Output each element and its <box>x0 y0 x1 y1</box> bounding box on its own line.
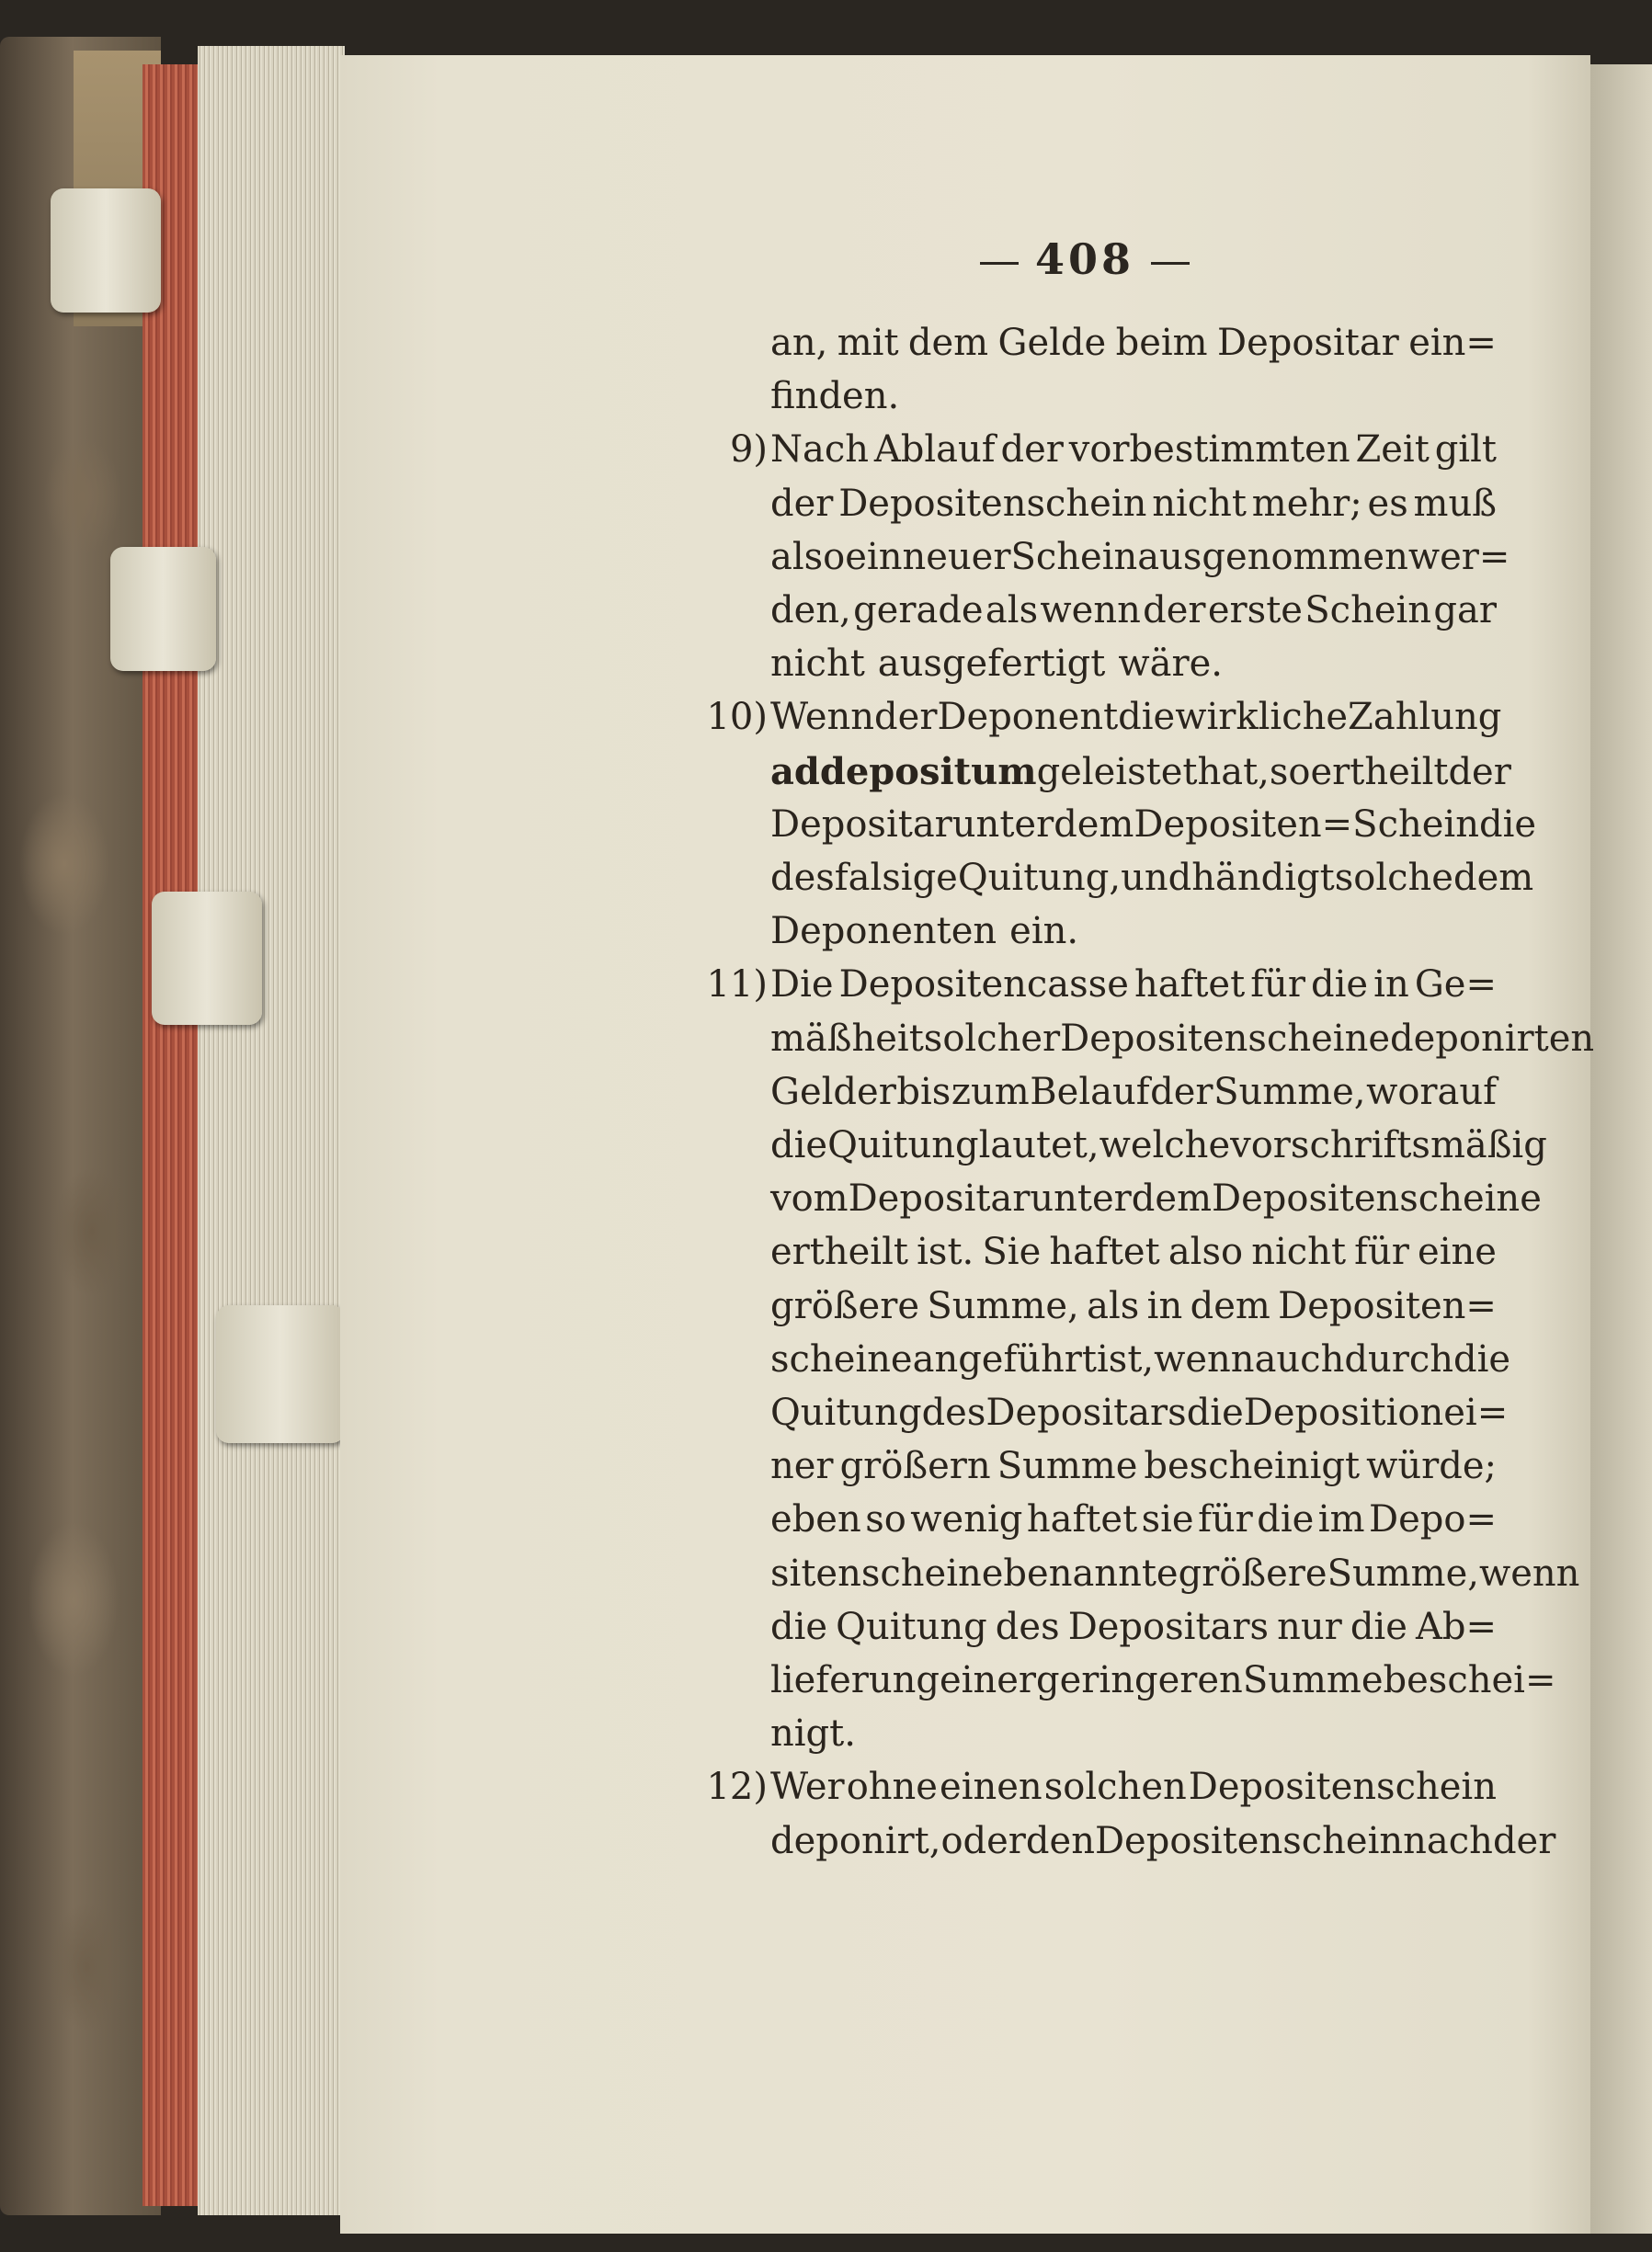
text-line <box>770 1338 1511 1392</box>
text-line <box>770 1177 1542 1231</box>
index-tab <box>152 892 262 1025</box>
index-tab <box>51 188 161 313</box>
word: Quitung <box>836 1606 987 1648</box>
word: Summe, <box>1213 1071 1366 1113</box>
word: Zahlung <box>1348 696 1502 738</box>
word: Ab= <box>1415 1606 1497 1648</box>
word: Depositars <box>986 1392 1187 1434</box>
word: Wer <box>770 1766 845 1808</box>
word: den, <box>770 589 851 631</box>
word: beim <box>1115 322 1208 364</box>
word: die <box>770 1124 828 1166</box>
page-number <box>929 234 1241 284</box>
index-tab <box>216 1305 345 1443</box>
word: deponirt, <box>770 1820 941 1862</box>
word: also <box>770 536 846 578</box>
word: vorbestimmten <box>1068 428 1350 471</box>
word: Gelder <box>770 1071 896 1113</box>
word: Depo= <box>1369 1498 1497 1541</box>
text-line <box>770 696 1502 749</box>
word: ein. <box>1009 910 1079 952</box>
page-edges-red <box>142 64 198 2206</box>
word: der <box>1448 751 1511 793</box>
word: ner <box>770 1445 834 1487</box>
word: Summe <box>997 1445 1138 1487</box>
text-line <box>770 536 1510 589</box>
word: einen <box>940 1766 1042 1808</box>
word: des <box>921 1392 986 1434</box>
text-line <box>770 322 1497 375</box>
word: Schein <box>1305 589 1432 631</box>
text-line <box>770 857 1534 910</box>
index-tab <box>110 547 216 671</box>
word: geleistet <box>1036 751 1198 793</box>
word: Summe <box>1242 1659 1384 1701</box>
word: Depositenscheine <box>1212 1177 1542 1220</box>
word: Depositar <box>848 1177 1031 1220</box>
word: ist, <box>1097 1338 1155 1381</box>
word: größern <box>839 1445 991 1487</box>
word: ausgenommen <box>1137 536 1408 578</box>
word: als <box>1087 1285 1140 1327</box>
text-line <box>770 1445 1497 1498</box>
word: lautet, <box>978 1124 1099 1166</box>
word: bis <box>896 1071 951 1113</box>
word: eben <box>770 1498 861 1541</box>
page-edges <box>198 46 345 2215</box>
word: Depositen= <box>1278 1285 1497 1327</box>
word: so <box>1269 751 1311 793</box>
word: neuer <box>902 536 1011 578</box>
word: solche <box>1334 857 1453 899</box>
word: Die <box>770 963 834 1006</box>
text-line <box>770 1124 1547 1177</box>
word: nach <box>1403 1820 1493 1862</box>
word: Deposition <box>1243 1392 1444 1434</box>
word: vom <box>770 1177 849 1220</box>
word: Depositars <box>1067 1606 1270 1648</box>
text-line <box>770 375 1497 428</box>
word: größere <box>770 1285 919 1327</box>
text-line <box>770 963 1497 1017</box>
word: nicht <box>1152 483 1247 525</box>
word: einer <box>939 1659 1037 1701</box>
word: solchen <box>1043 1766 1187 1808</box>
word: dem <box>907 322 989 364</box>
word: ertheilt <box>1310 751 1449 793</box>
page-number-value: 408 <box>1034 234 1135 284</box>
word: die <box>1118 696 1176 738</box>
word: gerade <box>853 589 984 631</box>
word: die <box>1478 803 1537 846</box>
word: wäre. <box>1118 643 1223 685</box>
word: für <box>1198 1498 1253 1541</box>
word: Belauf <box>1030 1071 1150 1113</box>
word: der <box>1000 428 1064 471</box>
word: worauf <box>1366 1071 1497 1113</box>
word: Wenn <box>770 696 875 738</box>
word: eine <box>1418 1231 1497 1273</box>
word: mehr; <box>1251 483 1362 525</box>
word: sie <box>1141 1498 1194 1541</box>
word: Depositencasse <box>838 963 1129 1006</box>
text-line <box>770 1606 1497 1659</box>
word: und <box>1121 857 1192 899</box>
text-line <box>770 750 1511 803</box>
word: es <box>1367 483 1408 525</box>
word: Quitung, <box>957 857 1122 899</box>
word: zum <box>951 1071 1030 1113</box>
word: die <box>770 1606 828 1648</box>
word: durch <box>1344 1338 1453 1381</box>
word: den <box>1025 1820 1095 1862</box>
page-number-dash <box>1151 262 1190 265</box>
word: unter <box>1030 1177 1132 1220</box>
word: Depositenschein <box>1188 1766 1497 1808</box>
word: also <box>1168 1231 1244 1273</box>
word: als <box>985 589 1039 631</box>
word: an, <box>770 322 828 364</box>
word: Deponenten <box>770 910 997 952</box>
word: Depositar <box>770 803 952 846</box>
text-line <box>770 1071 1497 1124</box>
facing-page-edge <box>1589 64 1652 2234</box>
word: Ablauf <box>873 428 996 471</box>
text-line <box>770 1820 1556 1873</box>
word: Quitung <box>770 1392 922 1434</box>
word: Depositar <box>1217 322 1399 364</box>
word: haftet <box>1134 963 1246 1006</box>
word: oder <box>940 1820 1026 1862</box>
word: dem <box>1453 857 1534 899</box>
word: Depositen=Schein <box>1134 803 1479 846</box>
word: Depositenschein <box>1094 1820 1404 1862</box>
word: haftet <box>1026 1498 1138 1541</box>
word: wenn <box>1154 1338 1255 1381</box>
word: ohne <box>846 1766 938 1808</box>
word: wirkliche <box>1175 696 1349 738</box>
word: ei= <box>1443 1392 1509 1434</box>
word: mäßheit <box>770 1018 924 1060</box>
word: ein <box>845 536 903 578</box>
word: größere <box>1178 1553 1327 1595</box>
word: ad <box>770 750 820 793</box>
word: in <box>1146 1285 1183 1327</box>
word: finden. <box>770 375 900 417</box>
word: geringeren <box>1036 1659 1243 1701</box>
word: der <box>1150 1071 1213 1113</box>
text-line <box>770 1231 1497 1284</box>
word: für <box>1354 1231 1409 1273</box>
word: Depositenschein <box>838 483 1147 525</box>
word: nicht <box>770 643 865 685</box>
word: muß <box>1413 483 1497 525</box>
word: Quitung <box>827 1124 979 1166</box>
word: vorschriftsmäßig <box>1230 1124 1547 1166</box>
word: haftet <box>1049 1231 1160 1273</box>
book-cover-marbled <box>0 37 161 2215</box>
word: im <box>1317 1498 1365 1541</box>
text-line <box>770 1553 1580 1606</box>
text-line <box>770 1285 1497 1338</box>
text-line <box>770 1392 1509 1445</box>
text-line <box>770 1766 1497 1819</box>
word: händigt <box>1191 857 1335 899</box>
word: solcher <box>923 1018 1061 1060</box>
word: erste <box>1207 589 1303 631</box>
item-number: 11) <box>706 963 768 1006</box>
text-line <box>770 1018 1595 1071</box>
word: des <box>995 1606 1060 1648</box>
word: für <box>1250 963 1305 1006</box>
word: die <box>1453 1338 1511 1381</box>
word: lieferung <box>770 1659 940 1701</box>
text-line <box>770 1659 1556 1712</box>
word: die <box>1311 963 1369 1006</box>
word: in <box>1373 963 1409 1006</box>
word: ist. <box>917 1231 974 1273</box>
word: Nach <box>770 428 870 471</box>
word: der <box>1143 589 1206 631</box>
word: dem <box>1190 1285 1270 1327</box>
word: die <box>1186 1392 1244 1434</box>
word: Schein <box>1010 536 1138 578</box>
word: der <box>1492 1820 1556 1862</box>
word: deponirten <box>1390 1018 1595 1060</box>
item-number: 12) <box>706 1766 768 1808</box>
word: Zeit <box>1355 428 1430 471</box>
word: beschei= <box>1383 1659 1556 1701</box>
word: gilt <box>1434 428 1497 471</box>
word: würde; <box>1366 1445 1497 1487</box>
word: welche <box>1099 1124 1231 1166</box>
word: nicht <box>1251 1231 1347 1273</box>
text-line <box>770 589 1497 643</box>
word: wenn <box>1479 1553 1580 1595</box>
word: die <box>1257 1498 1315 1541</box>
word: ertheilt <box>770 1231 908 1273</box>
word: Deponent <box>937 696 1119 738</box>
word: auch <box>1254 1338 1345 1381</box>
word: sitenscheine <box>770 1553 1004 1595</box>
word: Summe, <box>1327 1553 1479 1595</box>
text-line <box>770 910 1497 963</box>
word: Sie <box>982 1231 1042 1273</box>
word: Depositenscheine <box>1060 1018 1391 1060</box>
word: desfalsige <box>770 857 958 899</box>
item-number: 10) <box>706 696 768 738</box>
word: depositum <box>819 750 1037 793</box>
word: Ge= <box>1414 963 1497 1006</box>
text-line <box>770 803 1537 857</box>
word: angeführt <box>912 1338 1098 1381</box>
word: ausgefertigt <box>877 643 1106 685</box>
word: der <box>874 696 938 738</box>
word: benannte <box>1003 1553 1179 1595</box>
word: gar <box>1433 589 1497 631</box>
text-line <box>770 643 1497 696</box>
word: wenn <box>1040 589 1141 631</box>
page-number-dash <box>980 262 1019 265</box>
word: bescheinigt <box>1144 1445 1361 1487</box>
word: wer= <box>1407 536 1510 578</box>
word: scheine <box>770 1338 913 1381</box>
word: wenig <box>910 1498 1023 1541</box>
word: Summe, <box>927 1285 1079 1327</box>
text-line <box>770 428 1497 482</box>
text-line <box>770 1712 1497 1766</box>
word: der <box>770 483 834 525</box>
word: so <box>865 1498 906 1541</box>
word: Gelde <box>997 322 1107 364</box>
word: ein= <box>1408 322 1497 364</box>
word: mit <box>837 322 899 364</box>
word: hat, <box>1197 751 1270 793</box>
word: unter <box>951 803 1054 846</box>
item-number: 9) <box>729 428 768 471</box>
word: nur <box>1277 1606 1342 1648</box>
text-line <box>770 483 1497 536</box>
word: dem <box>1054 803 1134 846</box>
word: die <box>1350 1606 1407 1648</box>
text-line <box>770 1498 1497 1552</box>
word: nigt. <box>770 1712 856 1755</box>
word: dem <box>1131 1177 1213 1220</box>
